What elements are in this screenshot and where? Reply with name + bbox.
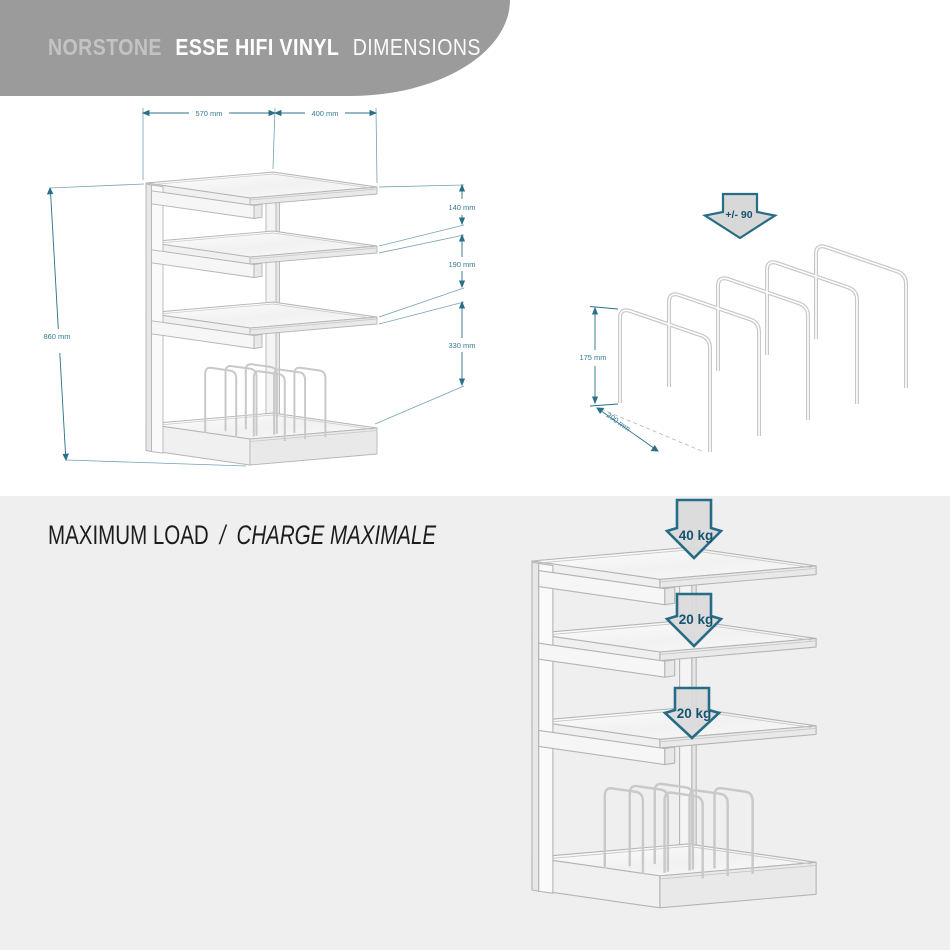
max-load-title-fr: CHARGE MAXIMALE bbox=[236, 520, 437, 550]
max-load-title-en: MAXIMUM LOAD bbox=[48, 520, 209, 550]
max-load-title bbox=[48, 520, 436, 551]
divider-wires bbox=[620, 246, 906, 452]
capacity-label: +/- 90 bbox=[725, 209, 753, 221]
brand-name: NORSTONE bbox=[48, 34, 162, 60]
banner-section-label: DIMENSIONS bbox=[352, 34, 481, 60]
dimensions-drawing bbox=[43, 108, 475, 466]
dim-height-label: 860 mm bbox=[43, 332, 71, 341]
dim-gap2-label: 190 mm bbox=[448, 260, 476, 269]
divider-height-label: 175 mm bbox=[579, 353, 607, 362]
product-name: ESSE HIFI VINYL bbox=[175, 34, 340, 60]
title-banner bbox=[0, 0, 510, 96]
max-load-title-separator: / bbox=[219, 520, 226, 550]
dim-depth-top-label: 400 mm bbox=[311, 109, 339, 118]
dim-gap3-label: 330 mm bbox=[448, 341, 476, 350]
divider-depth-label: 200 mm bbox=[604, 410, 633, 434]
load-top-label: 40 kg bbox=[678, 528, 714, 543]
load-middle-label: 20 kg bbox=[678, 612, 714, 627]
dim-width-top-label: 570 mm bbox=[195, 109, 223, 118]
dim-gap1-label: 140 mm bbox=[448, 203, 476, 212]
load-bottom-label: 20 kg bbox=[676, 706, 712, 721]
load-drawing bbox=[532, 500, 816, 908]
banner-text bbox=[48, 34, 481, 61]
divider-drawing bbox=[579, 194, 906, 452]
